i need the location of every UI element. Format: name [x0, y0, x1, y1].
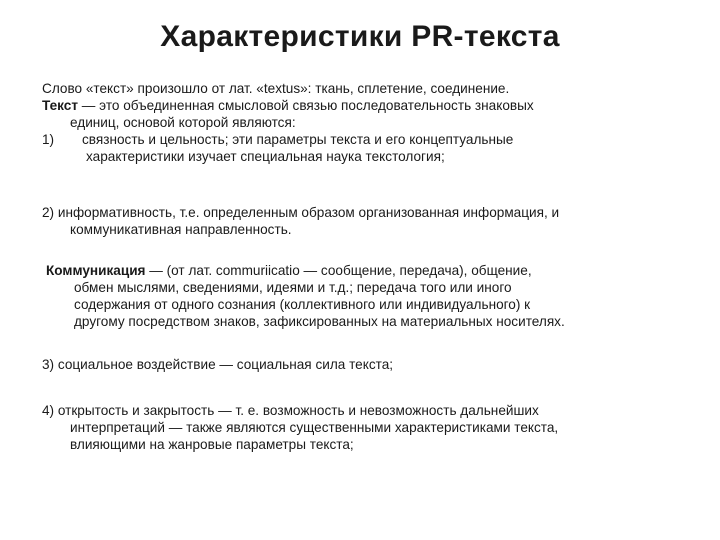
list-item-1-line2: характеристики изучает специальная наука текстология; [86, 149, 445, 164]
openness-block [42, 402, 682, 453]
communication-line1-rest: — (от лат. commuriicatio — сообщение, передача), общение, [145, 263, 532, 278]
text-definition-rest: — это объединенная смысловой связью последовательность знаковых [78, 98, 534, 113]
communication-line2: обмен мыслями, сведениями, идеями и т.д.; передача того или иного [74, 280, 512, 295]
communication-line3: содержания от одного сознания (коллективного или индивидуального) к [74, 297, 531, 312]
list-item-2-line2: коммуникативная направленность. [70, 222, 292, 237]
list-item-2-line1: 2) информативность, т.е. определенным образом организованная информация, и [42, 205, 560, 220]
list-item-4-line1: 4) открытость и закрытость — т. е. возможность и невозможность дальнейших [42, 403, 539, 418]
list-item-1-line1: связность и цельность; эти параметры текста и его концептуальные [82, 132, 514, 147]
term-text: Текст [42, 98, 79, 113]
informativeness-block [42, 204, 682, 238]
communication-line1 [46, 262, 686, 279]
definition-block [42, 80, 682, 165]
social-impact-block [42, 356, 682, 373]
slide-title: Характеристики PR-текста [160, 20, 560, 53]
etymology-line: Слово «текст» произошло от лат. «textus»: ткань, сплетение, соединение. [42, 81, 510, 96]
text-definition-cont: единиц, основой которой являются: [70, 115, 296, 130]
list-item-4-line2: интерпретаций — также являются существенными характеристиками текста, [70, 420, 559, 435]
communication-block [46, 262, 686, 330]
list-item-3: 3) социальное воздействие — социальная сила текста; [42, 357, 394, 372]
list-item-1 [42, 131, 682, 148]
list-item-1-number: 1) [42, 132, 55, 147]
list-item-4-line3: влияющими на жанровые параметры текста; [70, 437, 354, 452]
text-definition-line [42, 97, 682, 114]
communication-line4: другому посредством знаков, зафиксированных на материальных носителях. [74, 314, 565, 329]
term-communication: Коммуникация [46, 263, 146, 278]
